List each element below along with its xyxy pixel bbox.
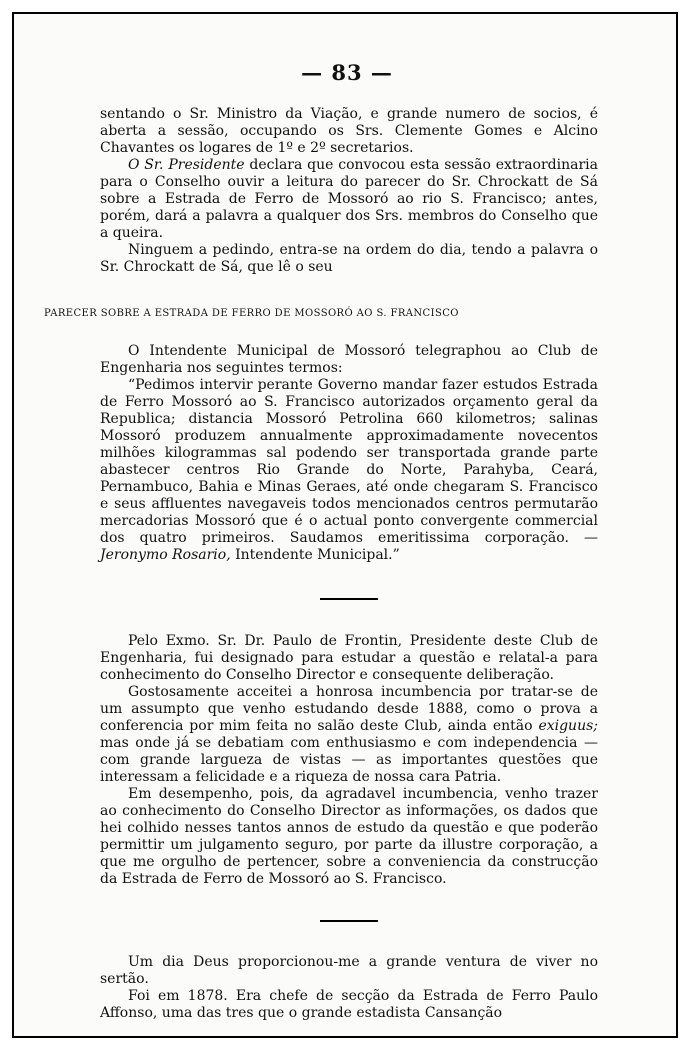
page-body xyxy=(44,106,598,1022)
main-paragraph-3: Em desempenho, pois, da agradavel incumbencia, venho trazer ao conhecimento do Conselho Director as informações, os dados que hei colhido nesses tantos annos de estudo da questão e que poderão permittir um julgamento seguro, por parte da illustre corporação, a que me orgulho de pertencer, sobre a conveniencia da construcção da Estrada de Ferro de Mossoró ao S. Francisco. xyxy=(100,786,598,887)
main-paragraph-2 xyxy=(100,684,598,786)
section-divider-1 xyxy=(320,598,378,600)
president-label: O Sr. Presidente xyxy=(128,157,245,173)
document-page xyxy=(12,12,678,1038)
telegram-text: “Pedimos intervir perante Governo mandar fazer estudos Estrada de Ferro Mossoró ao S. Francisco autorizados orçamento geral da Republica; distancia Mossoró Petrolina 660 kilometros; salinas Mossoró produzem annualmente approximadamente novecentos milhões kilogrammas sal podendo ser transportada grande parte abastecer centros Rio Grande do Norte, Parahyba, Ceará, Pernambuco, Bahia e Minas Geraes, até onde chegaram S. Francisco e seus affluentes navegaveis todos mencionados centros permutarão mercadorias Mossoró que é o actual ponto convergente commercial dos quatro primeiros. Saudamos emeritissima corporação. — xyxy=(100,377,598,546)
section-heading: PARECER SOBRE A ESTRADA DE FERRO DE MOSSORÓ AO S. FRANCISCO xyxy=(44,308,459,319)
telegram-quote xyxy=(100,377,598,564)
italic-word: exiguus; xyxy=(538,718,598,734)
intro-paragraph-1: sentando o Sr. Ministro da Viação, e grande numero de socios, é aberta a sessão, occupando os Srs. Clemente Gomes e Alcino Chavantes os logares de 1º e 2º secretarios. xyxy=(100,106,598,156)
end-paragraph-2: Foi em 1878. Era chefe de secção da Estrada de Ferro Paulo Affonso, uma das tres que o grande estadista Cansanção xyxy=(100,988,598,1021)
intro-paragraph-2-text: declara que convocou esta sessão extraordinaria para o Conselho ouvir a leitura do parecer do Sr. Chrockatt de Sá sobre a Estrada de Ferro de Mossoró ao rio S. Francisco; antes, porém, dará a palavra a qualquer dos Srs. membros do Conselho que a queira. xyxy=(100,157,598,241)
section-divider-2 xyxy=(320,920,378,922)
main-paragraph-2-text: Gostosamente acceitei a honrosa incumbencia por tratar-se de um assumpto que venho estudando desde 1888, como o prova a conferencia por mim feita no salão deste Club, ainda então xyxy=(100,684,598,734)
main-paragraph-2-cont: mas onde já se debatiam com enthusiasmo e com independencia — com grande largueza de vistas — as importantes questões que interessam a felicidade e a riqueza de nossa cara Patria. xyxy=(100,735,598,785)
end-paragraph-1: Um dia Deus proporcionou-me a grande ventura de viver no sertão. xyxy=(100,954,598,987)
intro-paragraph-2 xyxy=(100,157,598,242)
telegram-signature: Jeronymo Rosario, xyxy=(100,547,231,563)
intro-paragraph-3: Ninguem a pedindo, entra-se na ordem do dia, tendo a palavra o Sr. Chrockatt de Sá, que lê o seu xyxy=(100,242,598,275)
telegram-closing: Intendente Municipal.” xyxy=(235,547,400,563)
telegram-intro: O Intendente Municipal de Mossoró telegraphou ao Club de Engenharia nos seguintes termos: xyxy=(100,343,598,376)
main-paragraph-1: Pelo Exmo. Sr. Dr. Paulo de Frontin, Presidente deste Club de Engenharia, fui designado para estudar a questão e relatal-a para conhecimento do Conselho Director e consequente deliberação. xyxy=(100,633,598,683)
page-number: — 83 — xyxy=(301,60,393,85)
